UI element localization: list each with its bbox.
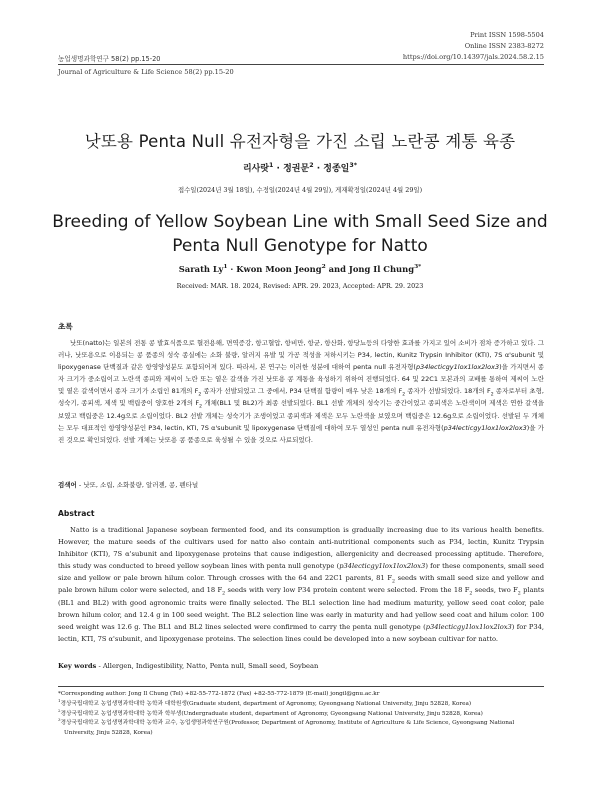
footnote-text: 경상국립대학교 농업생명과학대학 농학과 학부생(Undergraduate student, department of Agronomy, Gyeongsang National University, Jinju 52828, Korea) [60,710,483,717]
footnote-affil-3 [58,719,544,739]
text: )을 가지면서 종자 크기가 중소립이고 노란색 종피와 제씨이 노란 또는 옅은 갈색을 가진 낫또용 콩 계통을 육성하기 위하여 진행되었다. 64 및 22C1 모본과의 교배를 통하여 제씨이 노란 및 옅은 갈색이면서 종자 크기가 소립인 81개의 F [58,363,544,396]
paper-title-en-line2: Penta Null Genotype for Natto [172,236,428,256]
text: )을 가진 것으로 확인되었다. 선발 개체는 낫또용 콩 품종으로 육성될 수 있을 것으로 사료되었다. [58,423,544,444]
author-sep: · [313,164,324,174]
footnote-text: 경상국립대학교 농업생명과학대학 농학과 교수, 농업생명과학연구원(Professor, Department of Agronomy, Institute of Agriculture & Life Science, Gyeongsang National University, Jinju 52828, Korea) [60,720,515,737]
authors-kr [0,161,600,174]
subscript: 2 [222,591,226,597]
journal-name-kr: 농업생명과학연구 58(2) pp.15-20 [58,55,161,63]
footnote-rule [58,686,544,687]
footnote-affil-1 [58,697,544,710]
author-2: 정권문 [283,164,310,174]
online-issn: Online ISSN 2383-8272 [464,42,544,50]
keywords-kr [58,480,544,489]
footnote-corresponding: *Corresponding author: Jong Il Chung (Tel) +82-55-772-1872 (Fax) +82-55-772-1879 (E-mail) jongil@gnu.ac.kr [58,691,380,697]
author-2-en: Kwon Moon Jeong [236,264,322,274]
author-3-en: Jong Il Chung [348,264,415,274]
footnote-mark: 2 [58,707,61,713]
footnote-text: 경상국립대학교 농업생명과학대학 농학과 대학원생(Graduate student, department of Agronomy, Gyeongsang National University, Jinju 52828, Korea) [60,700,472,707]
subscript: 2 [391,579,395,585]
text: Natto is a traditional Japanese soybean fermented food, and its consumption is gradually increasing due to its various health benefits. However, the mature seeds of the cultivars used for natto also contain anti-nutritional components such as P34, lectin, Kunitz Trypsin Inhibitor (KTI), 7S α'subunit and lipoxygenase proteins that cause indigestion, allergenicity and decreased processing aptitude. Therefore, this study was conducted to breed yellow soybean lines with penta null genotype ( [58,526,544,571]
text: seeds with very low P34 protein content were selected. From the 18 F [225,586,470,595]
text: plants (BL1 and BL2) with good agronomic traits were finally selected. The BL1 selection line had medium maturity, yellow seed coat color, pale brown hilum color, and 12.4 g in 100 seed weight. The BL2 selection line was early in maturity and had yellow seed coat and hilum color. 100 seed weight was 12.6 g. The BL1 and BL2 lines selected were confirmed to carry the penta null genotype ( [58,586,544,631]
author-3-affil: 3* [349,162,358,169]
author-1-affil: 1 [269,162,274,169]
paper-title-en [0,210,600,258]
doi-link[interactable]: https://doi.org/10.14397/jals.2024.58.2.15 [402,53,544,61]
text: ) for these components, small seed size and yellow or pale brown hilum color. Through crosses with the 64 and 22C1 parents, 81 F [58,562,544,583]
genotype: p34lecticgy1lox1lox2lox3 [425,622,512,631]
authors-en [0,264,600,274]
subscript: 2 [199,404,203,410]
author-and: and [325,264,349,274]
author-1: 리사랏 [242,164,270,174]
abstract-kr-body [58,337,544,446]
journal-name-en: Journal of Agriculture & Life Science 58(2) pp.15-20 [58,68,234,76]
author-3: 정종일 [323,164,350,174]
abstract-en-heading: Abstract [58,509,95,518]
genotype: p34lecticgy1lox1lox2lox3 [443,423,527,432]
keywords-kr-text: - 낫또, 소립, 소화불량, 알러젠, 콩, 펜타널 [76,481,199,489]
keywords-kr-label: 검색어 [58,481,77,489]
text: ) for P34, lectin, KTI, 7S α'subunit, and lipoxygenase proteins. The selection lines could be developed into a new soybean cultivar for natto. [58,622,544,643]
text: 종자가 선발되었다. 18개의 F [405,387,491,396]
text: 개체(BL1 및 BL2)가 최종 선발되었다. BL1 선발 개체의 성숙기는 중간이었고 종피색은 노란색이며 제색은 연한 갈색을 보였고 백립중은 12.4g으로 소립이었다. BL2 선발 개체는 성숙기가 조생이었고 종피색과 제색은 모두 노란색을 보였으며 백립중은 12.6g으로 소립이었다. 선발된 두 개체는 모두 대표적인 항영양성분인 P34, lectin, KTI, 7S α'subunit 및 lipoxygenase 단백질에 대하여 모두 열성인 penta null 유전자형( [58,399,545,432]
text: 종자로부터 초형, 성숙기, 종피색, 제색 및 백립중이 양호한 2개의 F [58,387,544,408]
keywords-en-label: Key words [58,662,97,670]
author-1-affil: 1 [223,263,228,271]
text: 낫또(natto)는 일본의 전통 콩 발효식품으로 혈전용해, 면역증강, 항고혈압, 항비만, 항균, 항산화, 항당뇨등의 다양한 효과를 가지고 있어 소비가 점차 증가하고 있다. 그러나, 낫또용으로 이용되는 콩 품종의 성숙 종실에는 소화 불량, 알러지 유발 및 가공 적성을 저하시키는 P34, lectin, Kunitz Trypsin Inhibitor (KTI), 7S α'subunit 및 lipoxygenase 단백질과 같은 항영양성분도 포함되어져 있다. 따라서, 본 연구는 이러한 성분에 대하여 penta null 유전자형( [58,339,544,372]
subscript: 2 [490,392,494,398]
header-rule [58,64,544,65]
author-2-affil: 2 [309,162,314,169]
author-2-affil: 2 [321,263,326,271]
text: 종자가 선발되었고 그 중에서, P34 단백질 함량이 매우 낮은 18개의 F [201,387,403,396]
keywords-en [58,662,544,670]
subscript: 2 [402,392,406,398]
genotype: p34lecticgy1lox1lox2lox3 [415,363,500,372]
dates-kr: 접수일(2024년 3월 18일), 수정일(2024년 4월 29일), 게재확정일(2024년 4월 29일) [177,186,423,194]
paper-title-en-line1: Breeding of Yellow Soybean Line with Small Seed Size and [52,212,548,232]
author-1-en: Sarath Ly [178,264,224,274]
abstract-kr-heading: 초록 [58,322,73,331]
footnote-mark: 1 [58,697,61,703]
subscript: 2 [198,392,202,398]
author-3-affil: 3* [414,263,422,271]
genotype: p34lecticgy1lox1lox2lox3 [339,562,426,571]
dates-en: Received: MAR. 18. 2024, Revised: APR. 29. 2023, Accepted: APR. 29. 2023 [176,282,424,290]
author-sep: · [227,264,237,274]
text: seeds, two F [472,586,518,595]
keywords-en-text: - Allergen, Indigestibility, Natto, Penta null, Small seed, Soybean [96,662,319,670]
footnote-affil-2 [58,707,544,720]
footnote-mark: 3 [58,717,61,723]
text: seeds with small seed size and yellow and pale brown hilum color were selected, and 18 F [58,574,544,595]
author-sep: · [273,164,284,174]
paper-title-kr: 낫또용 Penta Null 유전자형을 가진 소립 노란콩 계통 육종 [84,132,516,151]
subscript: 2 [469,591,473,597]
abstract-en-body [58,524,544,645]
print-issn: Print ISSN 1598-5504 [470,31,544,39]
subscript: 2 [517,591,521,597]
footnotes [58,690,544,739]
